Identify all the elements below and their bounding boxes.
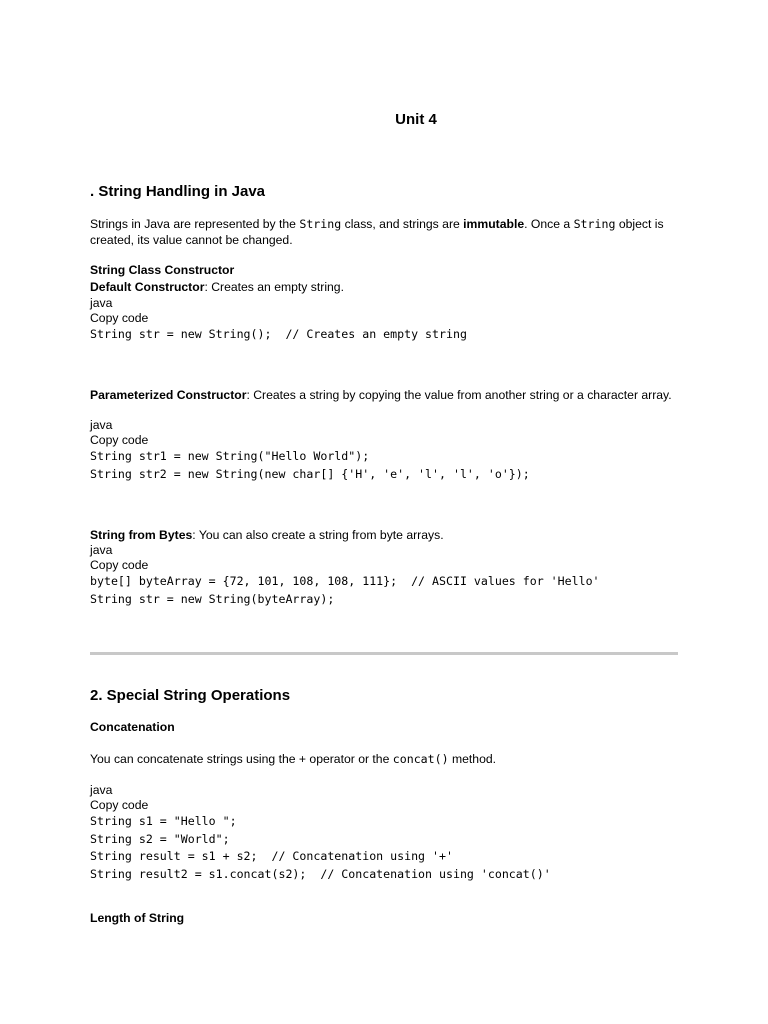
page-title: Unit 4: [395, 111, 437, 128]
section-heading-special-operations: 2. Special String Operations: [90, 687, 291, 704]
bytes-constructor-desc: String from Bytes: You can also create a string from byte arrays.: [90, 528, 444, 542]
code-line: String str1 = new String("Hello World");: [90, 449, 370, 463]
code-line: String str2 = new String(new char[] {'H', 'e', 'l', 'l', 'o'});: [90, 466, 530, 481]
inline-code: concat(): [392, 752, 449, 766]
copy-code-button[interactable]: Copy code: [90, 433, 149, 447]
code-line: String s1 = "Hello ";: [90, 814, 237, 828]
code-block: [90, 448, 530, 483]
intro-paragraph: Strings in Java are represented by the String class, and strings are immutable. Once a String object is created, its value cannot be changed.: [90, 217, 664, 247]
parameterized-constructor-desc: Parameterized Constructor: Creates a string by copying the value from another string or a character array.: [90, 388, 672, 402]
code-language-label: java: [90, 418, 113, 432]
code-line: byte[] byteArray = {72, 101, 108, 108, 111}; // ASCII values for 'Hello': [90, 574, 600, 588]
copy-code-button[interactable]: Copy code: [90, 558, 149, 572]
code-line: String result2 = s1.concat(s2); // Concatenation using 'concat()': [90, 866, 551, 881]
copy-code-button[interactable]: Copy code: [90, 798, 149, 812]
inline-code: String: [299, 217, 342, 231]
subheading-length-of-string: Length of String: [90, 911, 185, 925]
code-language-label: java: [90, 543, 113, 557]
subheading-concatenation: Concatenation: [90, 720, 175, 734]
horizontal-rule: [90, 652, 678, 655]
code-line: String str = new String(); // Creates an empty string: [90, 327, 467, 341]
code-block: [90, 326, 467, 344]
code-line: String s2 = "World";: [90, 831, 230, 846]
code-language-label: java: [90, 296, 113, 310]
section-heading-string-handling: . String Handling in Java: [90, 183, 266, 200]
inline-code: String: [573, 217, 616, 231]
code-line: String str = new String(byteArray);: [90, 591, 335, 606]
default-constructor-desc: Default Constructor: Creates an empty string.: [90, 280, 344, 294]
code-block: [90, 813, 551, 883]
bold-text: immutable: [463, 217, 525, 231]
concatenation-paragraph: You can concatenate strings using the + operator or the concat() method.: [90, 752, 497, 766]
code-block: [90, 573, 600, 608]
subheading-constructor: String Class Constructor: [90, 263, 235, 277]
code-language-label: java: [90, 783, 113, 797]
copy-code-button[interactable]: Copy code: [90, 311, 149, 325]
code-line: String result = s1 + s2; // Concatenation using '+': [90, 849, 453, 863]
